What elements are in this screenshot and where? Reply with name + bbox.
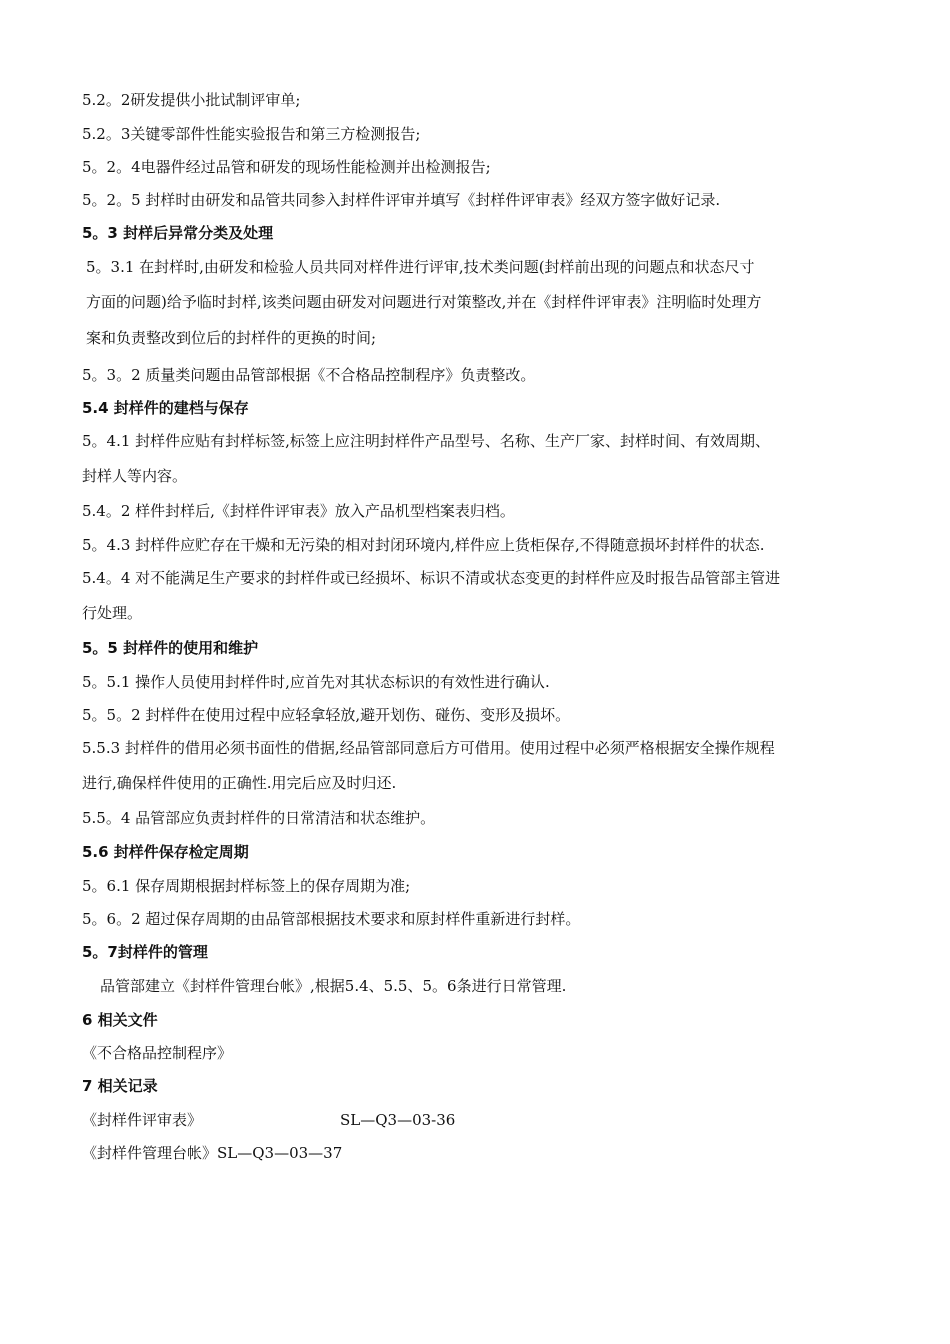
section-heading-5-3: 5。3 封样后异常分类及处理 xyxy=(82,224,274,242)
record-name-1: 《封样件评审表》 xyxy=(82,1111,203,1129)
record-2: 《封样件管理台帐》SL—Q3—03—37 xyxy=(82,1144,343,1162)
clause-5-2-3: 5.2。3关键零部件性能实验报告和第三方检测报告; xyxy=(82,125,421,143)
clause-5-5-4: 5.5。4 品管部应负责封样件的日常清洁和状态维护。 xyxy=(82,809,436,827)
clause-5-2-5: 5。2。5 封样时由研发和品管共同参入封样件评审并填写《封样件评审表》经双方签字做好记录. xyxy=(82,191,721,209)
record-code-1: SL—Q3—03-36 xyxy=(340,1111,456,1129)
clause-5-2-2: 5.2。2研发提供小批试制评审单; xyxy=(82,91,301,109)
clause-5-5-1: 5。5.1 操作人员使用封样件时,应首先对其状态标识的有效性进行确认. xyxy=(82,673,550,691)
clause-5-4-4: 5.4。4 对不能满足生产要求的封样件或已经损坏、标识不清或状态变更的封样件应及时报告品管部主管进 xyxy=(82,569,781,587)
clause-5-6-2: 5。6。2 超过保存周期的由品管部根据技术要求和原封样件重新进行封样。 xyxy=(82,910,581,928)
clause-5-4-3: 5。4.3 封样件应贮存在干燥和无污染的相对封闭环境内,样件应上货柜保存,不得随意损坏封样件的状态. xyxy=(82,536,765,554)
clause-5-7-body: 品管部建立《封样件管理台帐》,根据5.4、5.5、5。6条进行日常管理. xyxy=(100,977,567,995)
related-document: 《不合格品控制程序》 xyxy=(82,1044,233,1062)
clause-5-3-1-cont: 方面的问题)给予临时封样,该类问题由研发对问题进行对策整改,并在《封样件评审表》注明临时处理方 xyxy=(86,293,762,311)
section-heading-5-7: 5。7封样件的管理 xyxy=(82,943,208,961)
section-heading-5-5: 5。5 封样件的使用和维护 xyxy=(82,639,259,657)
clause-5-4-2: 5.4。2 样件封样后,《封样件评审表》放入产品机型档案表归档。 xyxy=(82,502,515,520)
clause-5-5-2: 5。5。2 封样件在使用过程中应轻拿轻放,避开划伤、碰伤、变形及损坏。 xyxy=(82,706,571,724)
clause-5-4-1: 5。4.1 封样件应贴有封样标签,标签上应注明封样件产品型号、名称、生产厂家、封样时间、有效周期、 xyxy=(82,432,770,450)
section-heading-5-4: 5.4 封样件的建档与保存 xyxy=(82,399,249,417)
clause-5-3-1-cont2: 案和负责整改到位后的封样件的更换的时间; xyxy=(86,329,377,347)
section-heading-7: 7 相关记录 xyxy=(82,1077,158,1095)
clause-5-4-4-cont: 行处理。 xyxy=(82,604,143,622)
clause-5-5-3-cont: 进行,确保样件使用的正确性.用完后应及时归还. xyxy=(82,774,397,792)
section-heading-5-6: 5.6 封样件保存检定周期 xyxy=(82,843,249,861)
clause-5-3-1: 5。3.1 在封样时,由研发和检验人员共同对样件进行评审,技术类问题(封样前出现的问题点和状态尺寸 xyxy=(86,258,755,276)
clause-5-5-3: 5.5.3 封样件的借用必须书面性的借据,经品管部同意后方可借用。使用过程中必须严格根据安全操作规程 xyxy=(82,739,775,757)
clause-5-2-4: 5。2。4电器件经过品管和研发的现场性能检测并出检测报告; xyxy=(82,158,491,176)
section-heading-6: 6 相关文件 xyxy=(82,1011,158,1029)
clause-5-4-1-cont: 封样人等内容。 xyxy=(82,467,188,485)
clause-5-6-1: 5。6.1 保存周期根据封样标签上的保存周期为准; xyxy=(82,877,411,895)
clause-5-3-2: 5。3。2 质量类问题由品管部根据《不合格品控制程序》负责整改。 xyxy=(82,366,536,384)
